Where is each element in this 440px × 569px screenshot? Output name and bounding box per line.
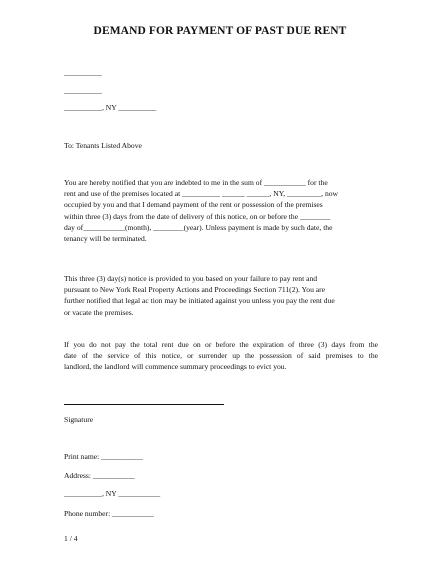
paragraph-line: or vacate the premises. (64, 307, 134, 317)
phone-field: Phone number: ___________ (64, 509, 154, 518)
paragraph-line: You are hereby notified that you are indebted to me in the sum of ___________ for the (64, 178, 328, 187)
paragraph-line: This three (3) day(s) notice is provided to you based on your failure to pay rent and (64, 274, 318, 283)
paragraph-line: landlord, the landlord will commence summary proceedings to evict you. (64, 362, 287, 372)
paragraph-line: rent and use of the premises located at __________ ______ ______, NY, _________, now (64, 189, 339, 199)
paragraph-line: If you do not pay the total rent due on or before the expiration of three (3) days from the (64, 340, 378, 349)
recipient-line: To: Tenants Listed Above (64, 141, 142, 150)
city-state-field: __________, NY ___________ (64, 489, 161, 498)
address-line-3: __________, NY __________ (64, 103, 157, 112)
address-line-1: __________ (64, 68, 102, 77)
print-name-field: Print name: ___________ (64, 452, 143, 461)
paragraph-line: further notified that legal ac tion may be initiated against you unless you pay the rent due (64, 296, 335, 306)
paragraph-line: within three (3) days from the date of delivery of this notice, on or before the ________ (64, 211, 331, 221)
page-number: 1 / 4 (64, 534, 78, 543)
paragraph-line: occupied by you and that I demand payment of the rent or possession of the premises (64, 200, 323, 210)
paragraph-line: day of___________(month), ________(year). Unless payment is made by such date, the (64, 222, 333, 232)
address-field: Address: ___________ (64, 471, 135, 480)
paragraph-line: date of the service of this notice, or surrender up the possession of said premises to the (64, 351, 378, 361)
paragraph-line: pursuant to New York Real Property Actions and Proceedings Section 711(2). You are (64, 285, 326, 295)
notice-paragraph-1 (64, 177, 378, 244)
paragraph-line: tenancy will be terminated. (64, 234, 147, 244)
document-title: DEMAND FOR PAYMENT OF PAST DUE RENT (93, 25, 347, 37)
signature-line (64, 404, 224, 405)
address-line-2: __________ (64, 86, 102, 95)
signature-label: Signature (64, 415, 94, 424)
notice-paragraph-2 (64, 273, 378, 318)
notice-paragraph-3 (64, 339, 378, 373)
